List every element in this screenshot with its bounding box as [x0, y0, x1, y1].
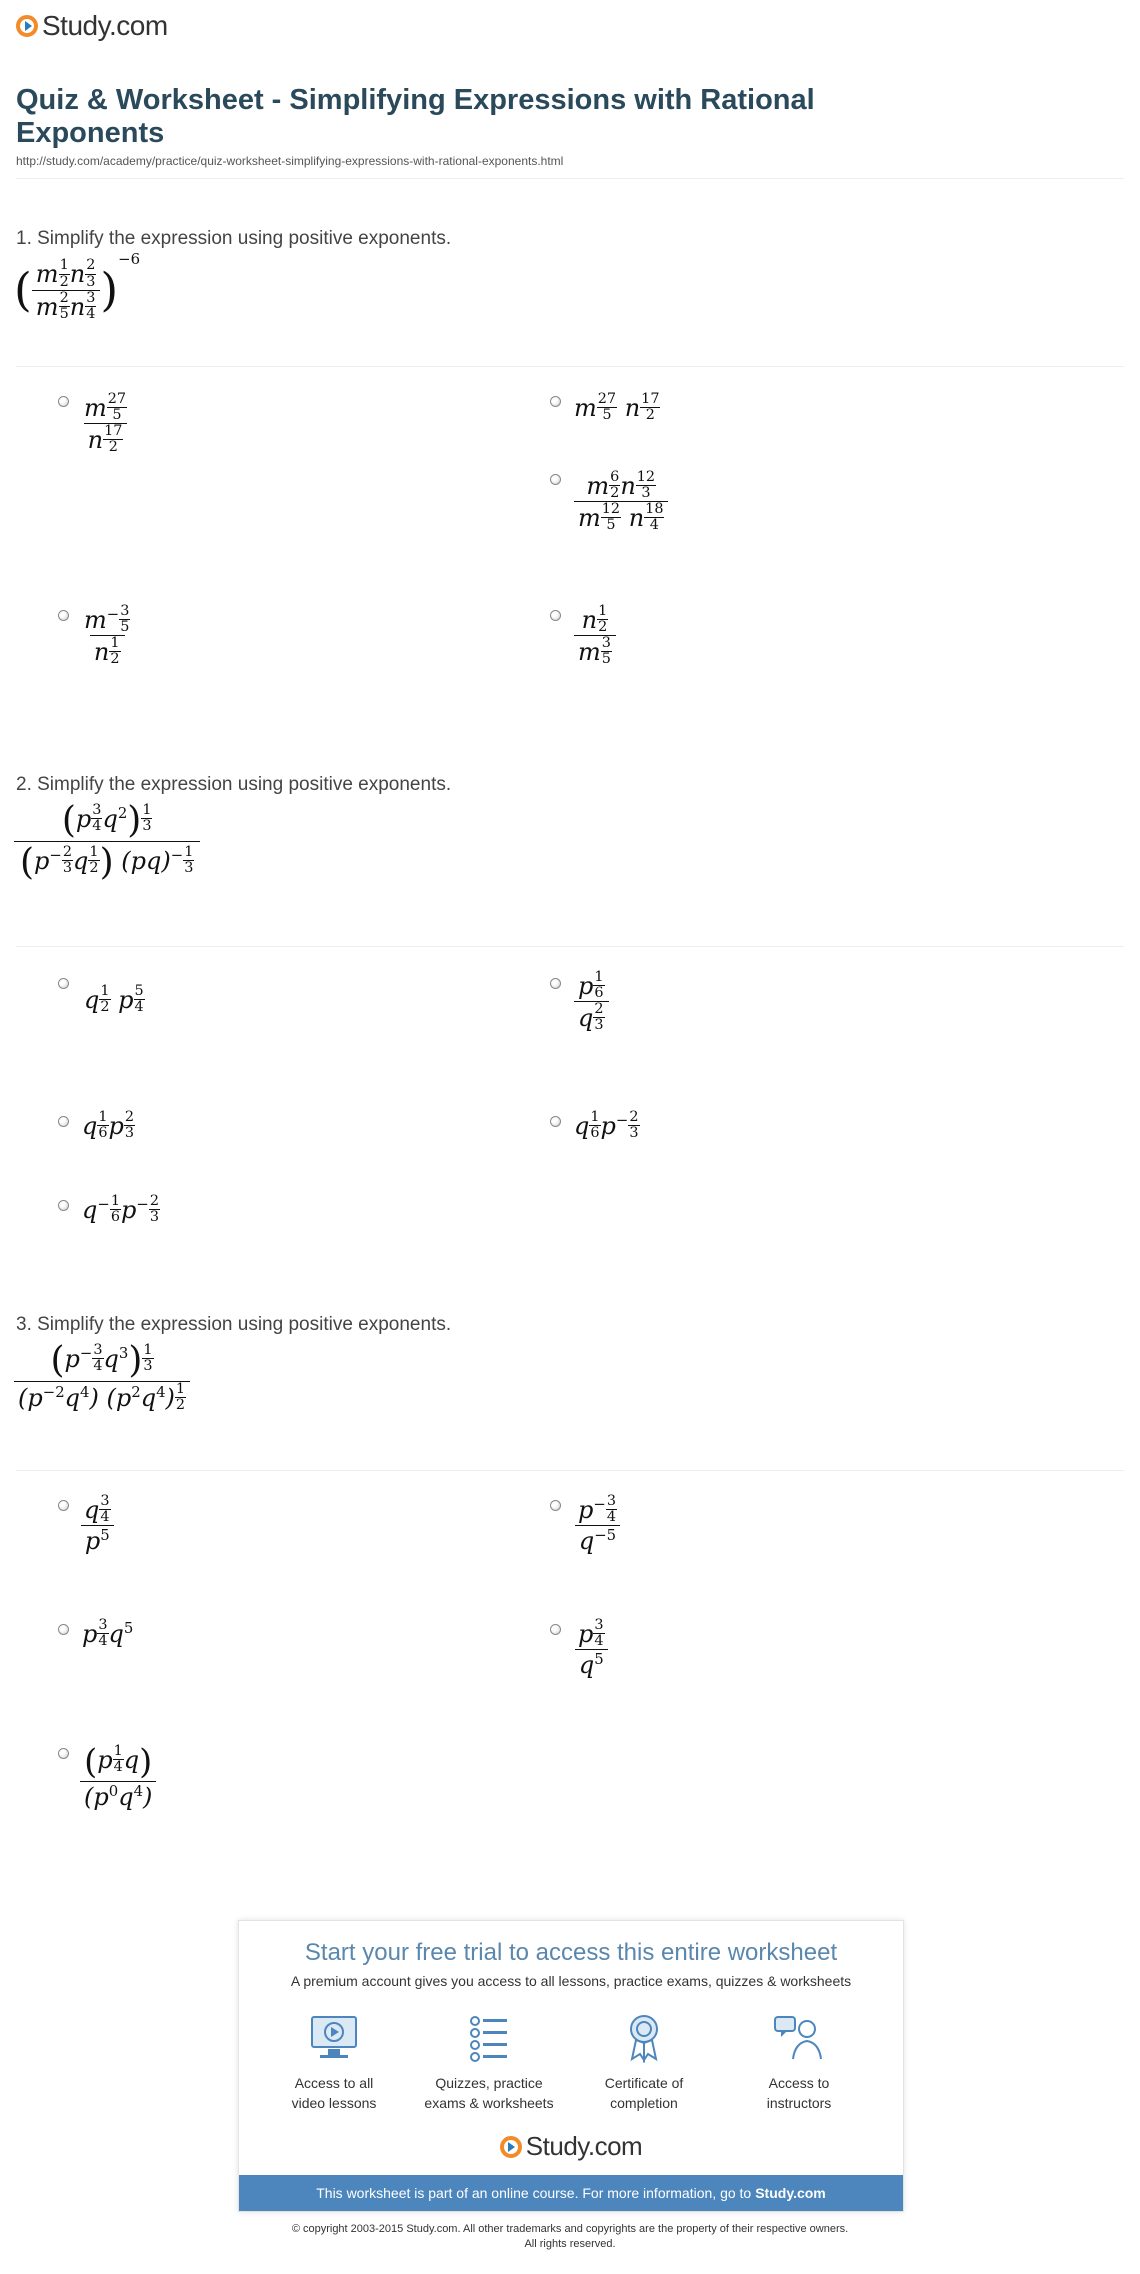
free-trial-title[interactable]: Start your free trial to access this entire worksheet — [304, 1939, 838, 1966]
q2-option-c-radio[interactable] — [58, 1116, 69, 1127]
q1-option-c: m $\frac{6}{2}$ n $\frac{12}{3}$ m $\frac{12}{5}$ n $\frac{18}{4}$ — [574, 470, 668, 534]
course-info-bar — [239, 2175, 903, 2211]
divider — [16, 178, 1124, 179]
page-title: Quiz & Worksheet - Simplifying Expressions with Rational Exponents — [16, 84, 815, 149]
q2-option-d-radio[interactable] — [550, 1116, 561, 1127]
page-url: http://study.com/academy/practice/quiz-worksheet-simplifying-expressions-with-rational-exponents.html — [16, 154, 564, 168]
course-info-text: This worksheet is part of an online course. For more information, go to — [316, 2185, 752, 2201]
monitor-play-icon — [308, 2013, 360, 2063]
question-2-text: 2. Simplify the expression using positive exponents. — [16, 774, 452, 795]
rights-line: All rights reserved. — [524, 2238, 616, 2250]
q1-option-d-radio[interactable] — [58, 610, 69, 621]
question-1-expression: ( m $\frac{1}{2}$ n $\frac{2}{3}$ m $\frac{2}{5}$ n $\frac{3}{4}$ )$^{-6}$ — [14, 250, 141, 322]
q3-option-b-radio[interactable] — [550, 1500, 561, 1511]
copyright-line: © copyright 2003-2015 Study.com. All other trademarks and copyrights are the property of their respective owners. — [291, 2223, 849, 2235]
divider — [16, 366, 1124, 367]
q2-option-c: q $\frac{1}{6}$ p $\frac{2}{3}$ — [82, 1109, 135, 1142]
q2-option-b: p $\frac{1}{6}$ q $\frac{2}{3}$ — [574, 970, 609, 1034]
play-logo-icon — [16, 15, 38, 37]
q3-option-d-radio[interactable] — [550, 1624, 561, 1635]
q3-option-a: q $\frac{3}{4}$ $p^5$ — [80, 1494, 115, 1555]
copyright-footer — [0, 2222, 1140, 2252]
q2-option-a-radio[interactable] — [58, 978, 69, 989]
q3-option-e-radio[interactable] — [58, 1748, 69, 1759]
q2-option-b-radio[interactable] — [550, 978, 561, 989]
promo-logo[interactable] — [239, 2131, 903, 2162]
feature-line2: video lessons — [291, 2095, 377, 2111]
q3-option-c: p $\frac{3}{4}$ $q^5$ — [82, 1617, 134, 1650]
feature-line1: Access to — [768, 2075, 830, 2091]
feature-line2: instructors — [766, 2095, 832, 2111]
question-1-text: 1. Simplify the expression using positive exponents. — [16, 228, 452, 249]
q3-option-d: p $\frac{3}{4}$ $q^5$ — [574, 1618, 609, 1679]
feature-line2: exams & worksheets — [424, 2095, 554, 2111]
feature-certificate — [569, 2013, 719, 2113]
play-logo-icon — [500, 2136, 522, 2158]
course-info-link[interactable]: Study.com — [755, 2185, 826, 2201]
q2-option-d: q $\frac{1}{6}$ p− $\frac{2}{3}$ — [574, 1109, 639, 1142]
feature-line1: Certificate of — [604, 2075, 684, 2091]
free-trial-subtitle: A premium account gives you access to all lessons, practice exams, quizzes & worksheets — [290, 1973, 852, 1989]
instructor-chat-icon — [773, 2013, 825, 2063]
feature-quizzes — [414, 2013, 564, 2113]
study-logo[interactable] — [16, 10, 168, 42]
feature-video-lessons — [259, 2013, 409, 2113]
feature-line1: Access to all — [294, 2075, 374, 2091]
question-2-expression: (p $\frac{3}{4}$ $q^2$) $\frac{1}{3}$ (p− $\frac{2}{3}$ q $\frac{1}{2}$ ) (pq)− $\frac{1}{3}$ — [14, 800, 200, 883]
q1-option-a-radio[interactable] — [58, 396, 69, 407]
q1-option-b-radio[interactable] — [550, 396, 561, 407]
q1-option-d: m− $\frac{3}{5}$ n $\frac{1}{2}$ — [84, 603, 130, 668]
q1-option-e: n $\frac{1}{2}$ m $\frac{3}{5}$ — [574, 604, 616, 668]
q2-option-a: q $\frac{1}{2}$ p $\frac{5}{4}$ — [84, 983, 144, 1016]
q1-option-a: m $\frac{27}{5}$ n $\frac{17}{2}$ — [84, 391, 127, 456]
feature-line2: completion — [610, 2095, 678, 2111]
q2-option-e: q− $\frac{1}{6}$ p− $\frac{2}{3}$ — [82, 1193, 159, 1226]
question-3-text: 3. Simplify the expression using positive exponents. — [16, 1314, 452, 1335]
promo-logo-text: Study.com — [525, 2131, 643, 2161]
q3-option-a-radio[interactable] — [58, 1500, 69, 1511]
divider — [16, 946, 1124, 947]
q1-option-e-radio[interactable] — [550, 610, 561, 621]
ribbon-icon — [618, 2013, 670, 2063]
q3-option-b: p− $\frac{3}{4}$ $q^{-5}$ — [574, 1494, 621, 1555]
feature-instructors — [724, 2013, 874, 2113]
q1-option-c-radio[interactable] — [550, 474, 561, 485]
question-3-expression: (p− $\frac{3}{4}$ $q^3$) $\frac{1}{3}$ $(p^{-2}q^4)$ $(p^2q^4)$ $\frac{1}{2}$ — [14, 1340, 190, 1413]
divider — [16, 1470, 1124, 1471]
q2-option-e-radio[interactable] — [58, 1200, 69, 1211]
checklist-icon — [463, 2013, 515, 2063]
feature-line1: Quizzes, practice — [435, 2075, 543, 2091]
q3-option-c-radio[interactable] — [58, 1624, 69, 1635]
logo-text: Study.com — [42, 10, 168, 41]
q1-option-b: m $\frac{27}{5}$ n $\frac{17}{2}$ — [574, 391, 660, 424]
free-trial-box — [238, 1920, 904, 2212]
q3-option-e: (p $\frac{1}{4}$ q) $(p^0q^4)$ — [80, 1742, 156, 1811]
